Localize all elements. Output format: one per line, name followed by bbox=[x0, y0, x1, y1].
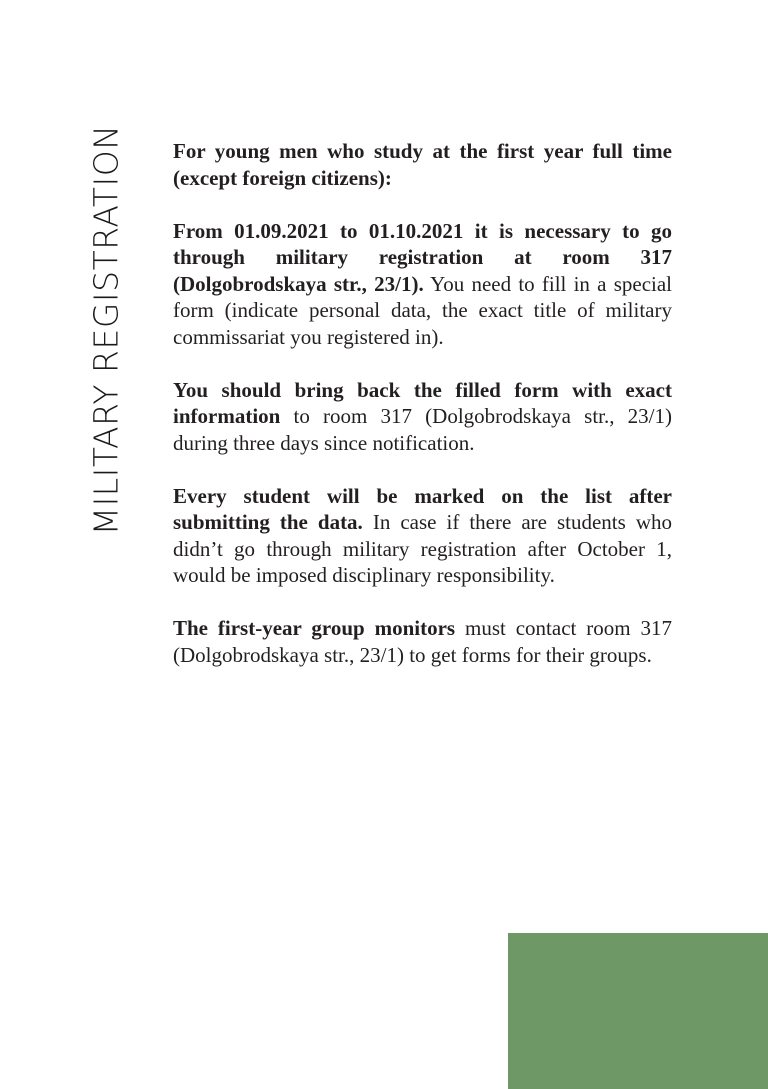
paragraph-text: In case if there are students who didn’t go through military registration after October 1, would be imposed disciplinary responsibility. bbox=[173, 510, 672, 587]
paragraph-bold: The first-year group monitors bbox=[173, 616, 456, 640]
decorative-green-block bbox=[508, 933, 768, 1089]
body-text bbox=[173, 138, 672, 695]
paragraph-group-monitors bbox=[173, 615, 672, 668]
paragraph-eligibility bbox=[173, 138, 672, 191]
side-title: MILITARY REGISTRATION bbox=[86, 124, 126, 536]
paragraph-text: to room 317 (Dolgobrodskaya str., 23/1) during three days since notification. bbox=[173, 404, 672, 455]
paragraph-bold: From 01.09.2021 to 01.10.2021 it is necessary to go through military registration at room 317 (Dolgobrodskaya str., 23/1). bbox=[173, 218, 672, 296]
paragraph-bold: For young men who study at the first year full time (except foreign citizens): bbox=[173, 139, 672, 190]
paragraph-bold: Every student will be marked on the list after submitting the data. bbox=[173, 483, 672, 534]
paragraph-text: You need to fill in a special form (indicate personal data, the exact title of military commissariat you registered in). bbox=[173, 271, 673, 349]
paragraph-return-form bbox=[173, 377, 672, 457]
paragraph-bold: You should bring back the filled form with exact information bbox=[173, 377, 672, 428]
paragraph-marking bbox=[173, 483, 672, 589]
paragraph-registration-dates bbox=[173, 218, 672, 351]
paragraph-text: must contact room 317 (Dolgobrodskaya str., 23/1) to get forms for their groups. bbox=[173, 616, 672, 667]
